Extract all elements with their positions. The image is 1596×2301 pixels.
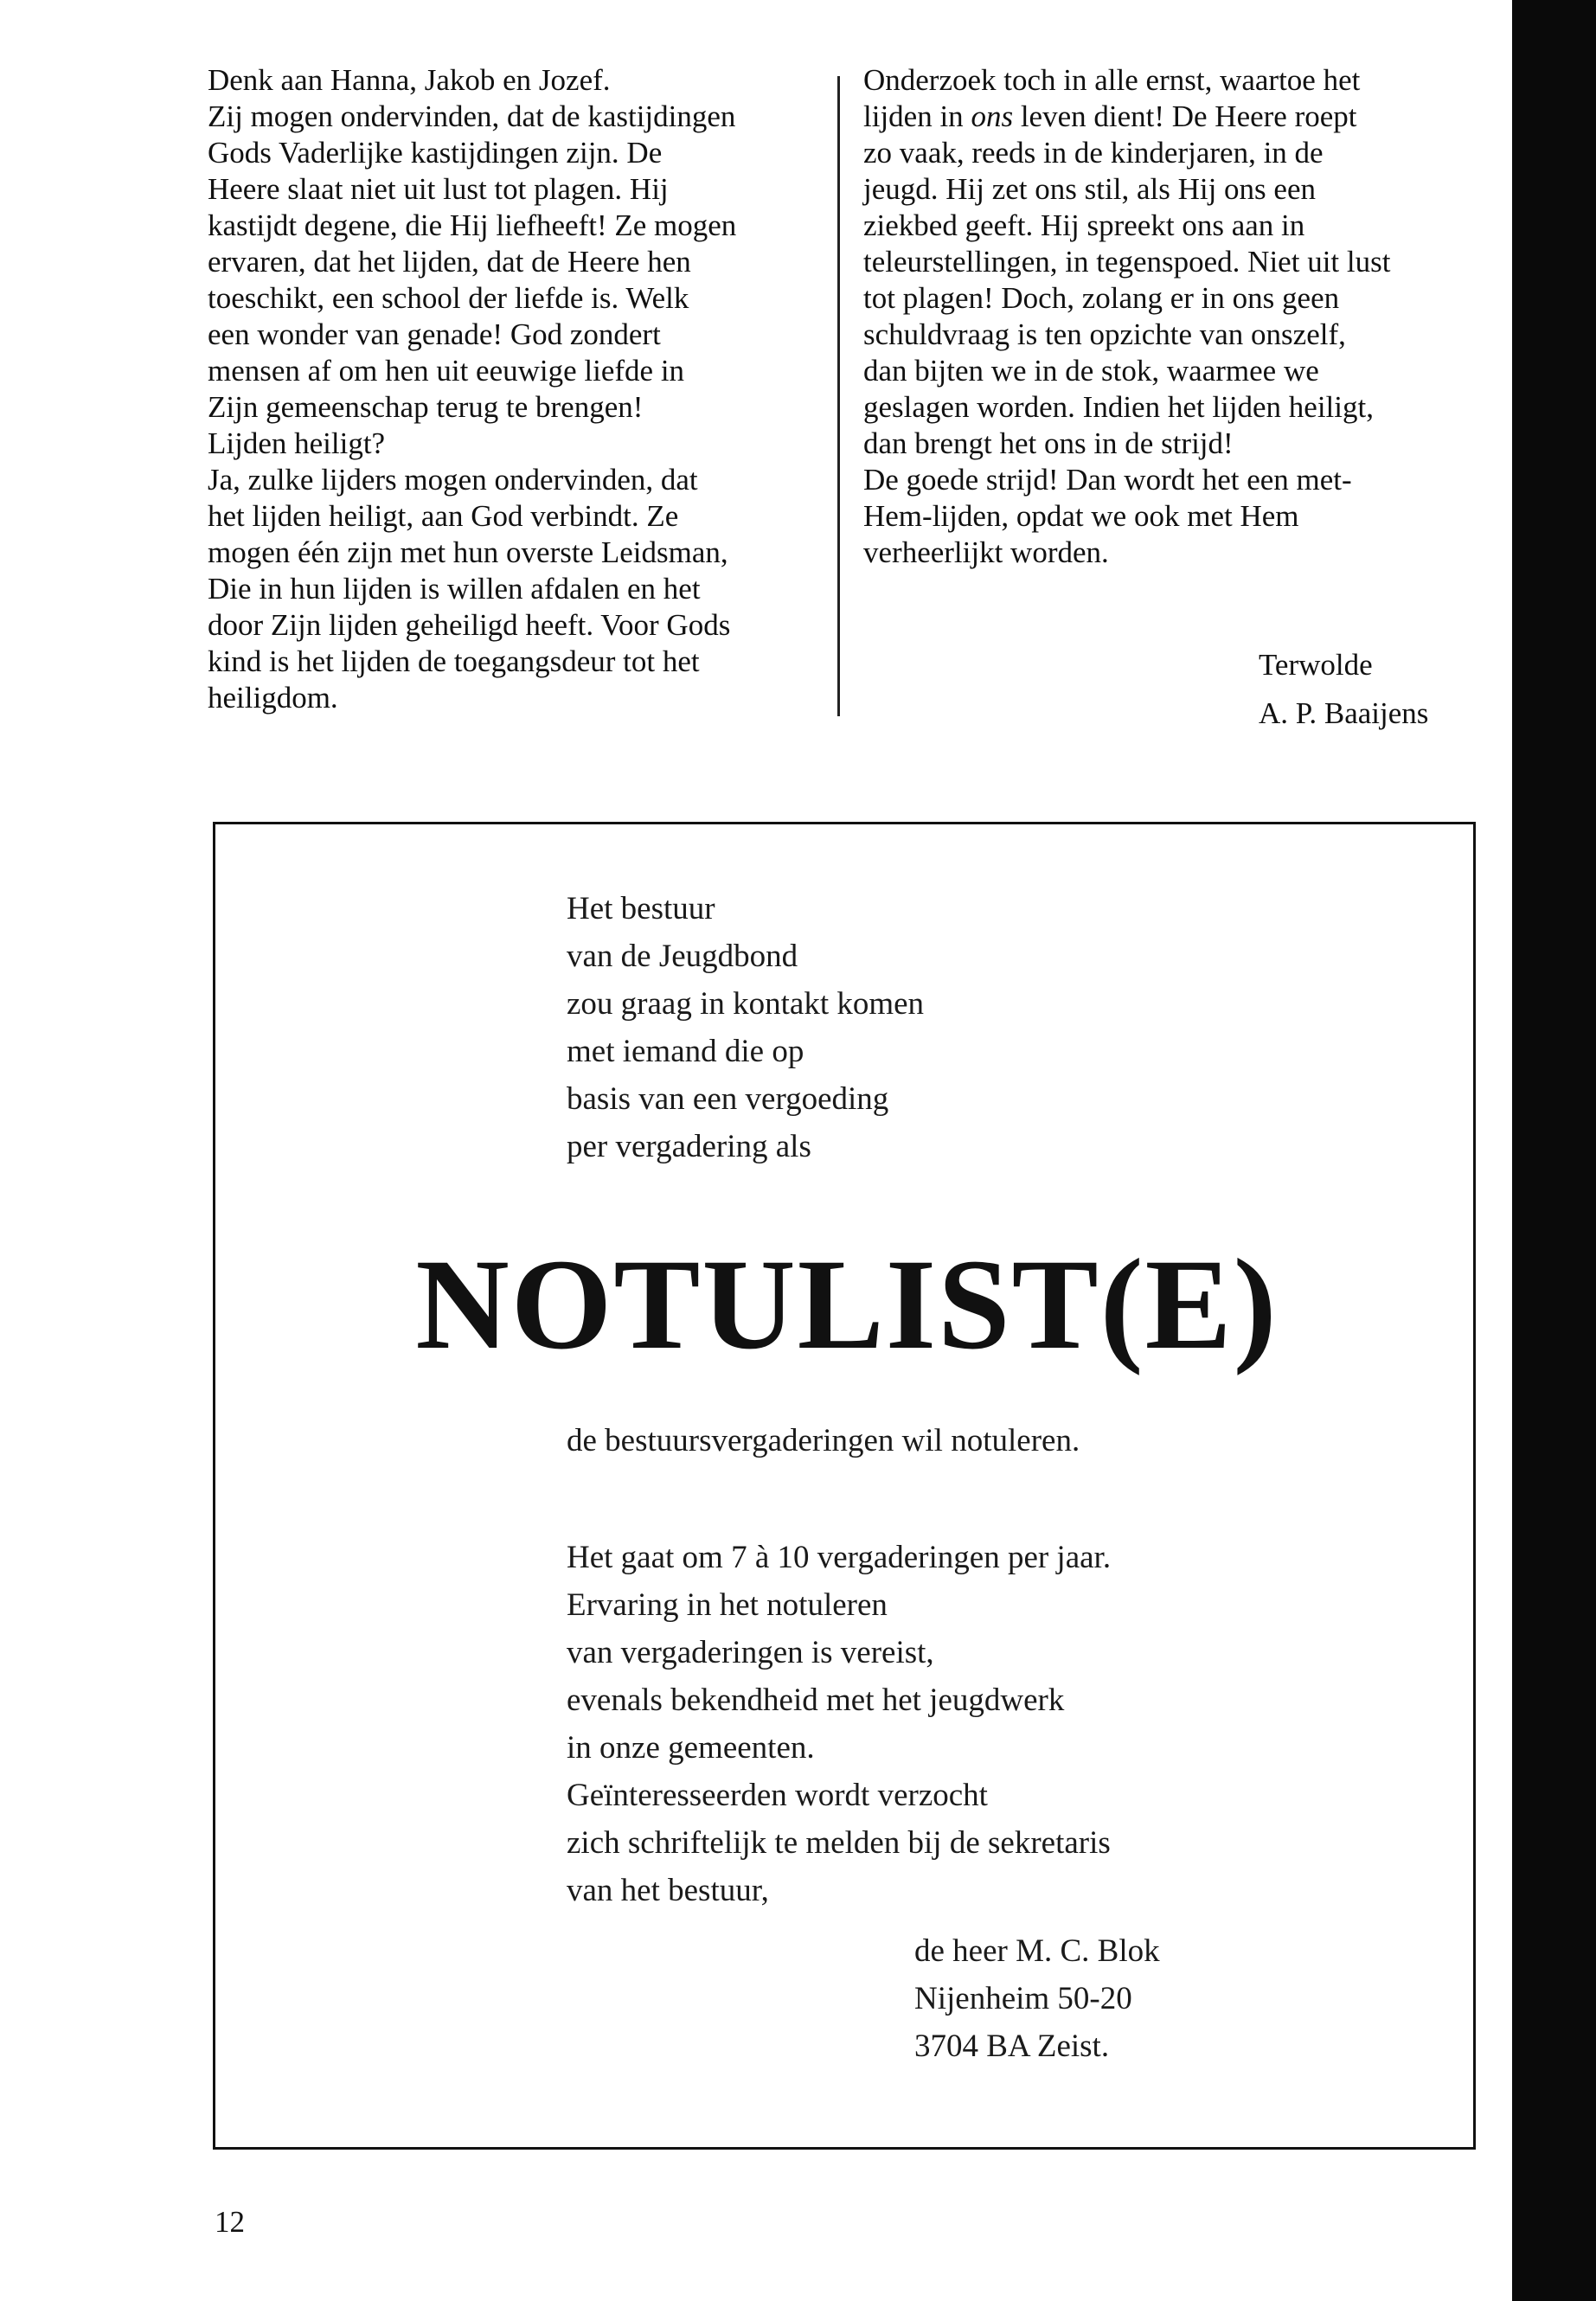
ad-line: zou graag in kontakt komen xyxy=(567,986,925,1022)
signature-place: Terwolde xyxy=(1259,648,1373,682)
article-line: teleurstellingen, in tegenspoed. Niet uit lust xyxy=(863,245,1391,279)
page-edge-bar xyxy=(1512,0,1596,2301)
article-text: leven dient! De Heere roept xyxy=(1013,99,1357,133)
ad-line: basis van een vergoeding xyxy=(567,1081,889,1117)
article-line: toeschikt, een school der liefde is. Welk xyxy=(208,281,689,315)
article-line: schuldvraag is ten opzichte van onszelf, xyxy=(863,317,1346,351)
article-line: dan bijten we in de stok, waarmee we xyxy=(863,354,1319,388)
article-line: Hem-lijden, opdat we ook met Hem xyxy=(863,499,1299,533)
article-left-column xyxy=(208,62,830,716)
article-line: Zijn gemeenschap terug te brengen! xyxy=(208,390,644,424)
ad-intro xyxy=(567,885,924,1170)
article-right-column xyxy=(863,62,1495,571)
article-line: dan brengt het ons in de strijd! xyxy=(863,426,1234,460)
article-line: tot plagen! Doch, zolang er in ons geen xyxy=(863,281,1340,315)
article-line: jeugd. Hij zet ons stil, als Hij ons een xyxy=(863,172,1316,206)
ad-contact-line: 3704 BA Zeist. xyxy=(914,2029,1110,2064)
article-line: Die in hun lijden is willen afdalen en het xyxy=(208,572,701,606)
page-number: 12 xyxy=(215,2205,245,2239)
ad-line: Het gaat om 7 à 10 vergaderingen per jaar. xyxy=(567,1540,1112,1575)
article-line: Denk aan Hanna, Jakob en Jozef. xyxy=(208,63,611,97)
article-line xyxy=(863,99,1495,135)
ad-line: Ervaring in het notuleren xyxy=(567,1587,888,1623)
article-line: verheerlijkt worden. xyxy=(863,535,1109,569)
article-line: geslagen worden. Indien het lijden heiligt, xyxy=(863,390,1374,424)
ad-line: per vergadering als xyxy=(567,1129,811,1164)
article-line: kind is het lijden de toegangsdeur tot het xyxy=(208,644,700,678)
ad-line: met iemand die op xyxy=(567,1034,804,1069)
ad-line: Het bestuur xyxy=(567,891,715,926)
ad-line: van het bestuur, xyxy=(567,1873,769,1908)
article-line: Heere slaat niet uit lust tot plagen. Hij xyxy=(208,172,669,206)
article-line: mogen één zijn met hun overste Leidsman, xyxy=(208,535,728,569)
article-line: ziekbed geeft. Hij spreekt ons aan in xyxy=(863,208,1305,242)
article-line: heiligdom. xyxy=(208,681,338,715)
article-line: Onderzoek toch in alle ernst, waartoe het xyxy=(863,63,1361,97)
article-line: een wonder van genade! God zondert xyxy=(208,317,661,351)
article-line: Lijden heiligt? xyxy=(208,426,386,460)
ad-after-headline: de bestuursvergaderingen wil notuleren. xyxy=(567,1423,1080,1458)
advertisement-box xyxy=(213,822,1476,2150)
ad-headline: NOTULIST(E) xyxy=(415,1233,1279,1376)
article-line: Gods Vaderlijke kastijdingen zijn. De xyxy=(208,136,663,170)
article-text: lijden in xyxy=(863,99,971,133)
ad-line: zich schriftelijk te melden bij de sekretaris xyxy=(567,1825,1111,1861)
article-line: door Zijn lijden geheiligd heeft. Voor Gods xyxy=(208,608,731,642)
column-divider xyxy=(837,76,840,716)
article-line: Zij mogen ondervinden, dat de kastijdingen xyxy=(208,99,736,133)
ad-contact-line: de heer M. C. Blok xyxy=(914,1933,1160,1969)
article-line: mensen af om hen uit eeuwige liefde in xyxy=(208,354,685,388)
ad-line: in onze gemeenten. xyxy=(567,1730,815,1766)
article-line: Ja, zulke lijders mogen ondervinden, dat xyxy=(208,463,698,497)
ad-line: Geïnteresseerden wordt verzocht xyxy=(567,1778,988,1813)
article-line: kastijdt degene, die Hij liefheeft! Ze mogen xyxy=(208,208,737,242)
article-line: De goede strijd! Dan wordt het een met- xyxy=(863,463,1352,497)
ad-line: van vergaderingen is vereist, xyxy=(567,1635,934,1670)
article-line: het lijden heiligt, aan God verbindt. Ze xyxy=(208,499,679,533)
article-line: zo vaak, reeds in de kinderjaren, in de xyxy=(863,136,1324,170)
emphasized-word: ons xyxy=(971,99,1014,133)
article-line: ervaren, dat het lijden, dat de Heere hen xyxy=(208,245,691,279)
ad-line: evenals bekendheid met het jeugdwerk xyxy=(567,1682,1065,1718)
ad-line: van de Jeugdbond xyxy=(567,939,798,974)
ad-contact xyxy=(914,1927,1160,2070)
signature-author: A. P. Baaijens xyxy=(1259,696,1429,730)
ad-details xyxy=(567,1534,1111,1914)
ad-contact-line: Nijenheim 50-20 xyxy=(914,1981,1132,2016)
